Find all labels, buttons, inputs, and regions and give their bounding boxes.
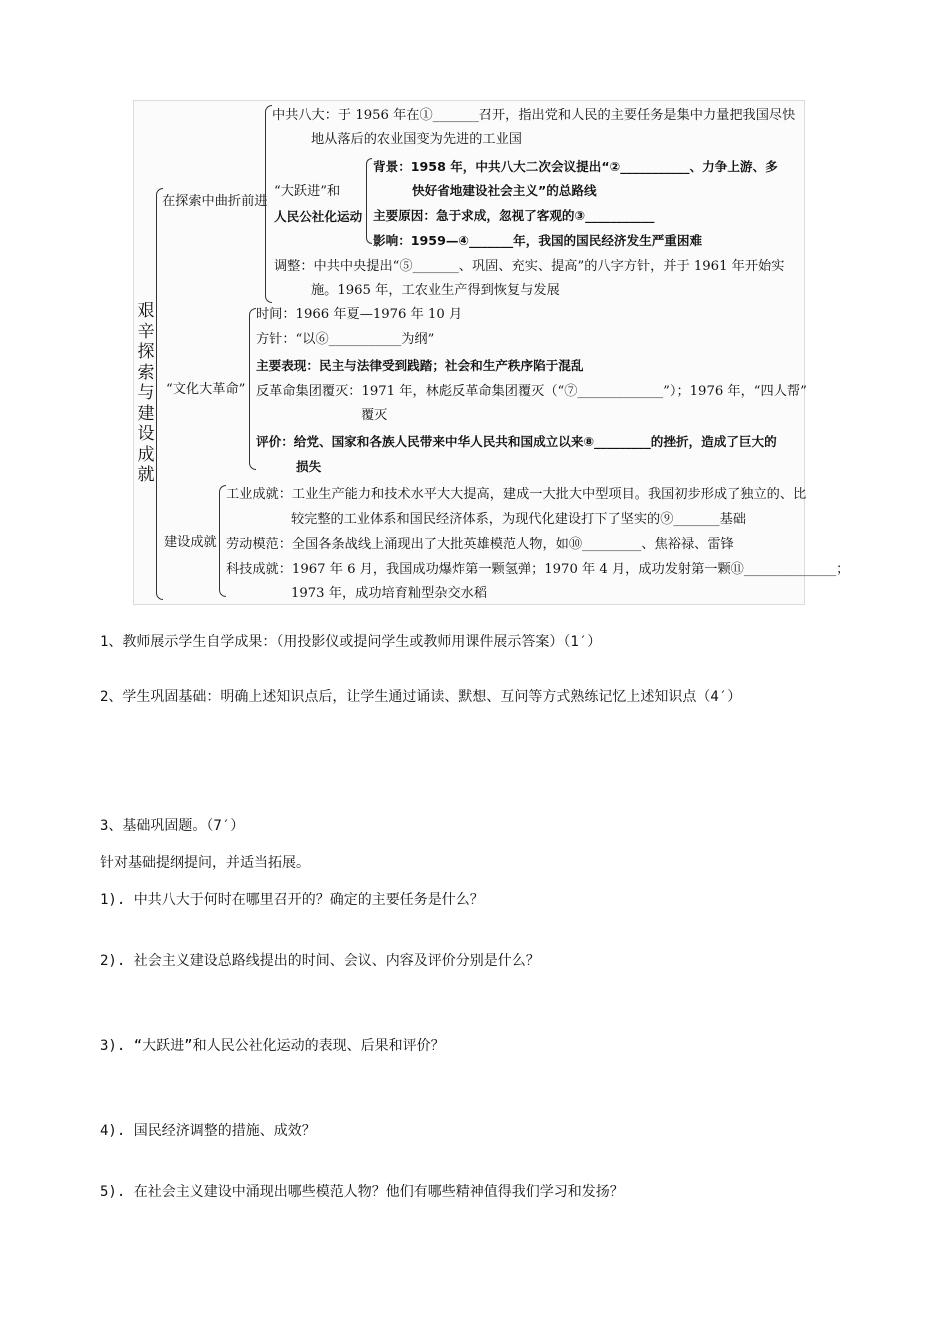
- main-bracket: [156, 188, 163, 600]
- outline-title: 艰辛探索与建设成就: [137, 301, 155, 485]
- step-2: 2、学生巩固基础：明确上述知识点后，让学生通过诵读、默想、互问等方式熟练记忆上述知识点（4′）: [100, 689, 742, 705]
- step-3: 3、基础巩固题。（7′）: [100, 818, 245, 834]
- background-line1: 背景：1958 年，中共八大二次会议提出“②___________、力争上游、多: [373, 159, 778, 174]
- cr-performance: 主要表现：民主与法律受到践踏；社会和生产秩序陷于混乱: [256, 358, 584, 373]
- adjustment-line2: 施。1965 年，工农业生产得到恢复与发展: [311, 283, 560, 298]
- eighth-congress-line2: 地从落后的农业国变为先进的工业国: [311, 132, 522, 147]
- cr-policy: 方针：“以⑥___________为纲”: [256, 332, 435, 347]
- main-reason: 主要原因：急于求成，忽视了客观的③___________: [373, 208, 655, 223]
- cr-counter-revolution-line1: 反革命集团覆灭：1971 年，林彪反革命集团覆灭（“⑦_____________”）；1976 年，“四人帮”: [256, 384, 807, 399]
- section3-bracket: [219, 485, 226, 597]
- section2-bracket: [249, 308, 256, 470]
- great-leap-bracket: [366, 158, 372, 244]
- question-5: 5). 在社会主义建设中涌现出哪些模范人物？他们有哪些精神值得我们学习和发扬？: [100, 1184, 624, 1200]
- section-label-achievements: 建设成就: [164, 535, 217, 550]
- knowledge-outline-diagram: [133, 100, 850, 605]
- impact: 影响：1959—④_______年，我国的国民经济发生严重困难: [373, 233, 703, 248]
- great-leap-label-1: “大跃进”和: [274, 184, 341, 199]
- section-label-exploration: 在探索中曲折前进: [162, 194, 268, 209]
- great-leap-label-2: 人民公社化运动: [274, 209, 363, 224]
- section1-bracket: [265, 105, 272, 303]
- step-3-note: 针对基础提纲提问，并适当拓展。: [100, 855, 310, 871]
- cr-evaluation-line1: 评价：给党、国家和各族人民带来中华人民共和国成立以来⑧_________的挫折，造成了巨大的: [256, 434, 777, 449]
- eighth-congress-line1: 中共八大：于 1956 年在①_______召开，指出党和人民的主要任务是集中力量把我国尽快: [272, 108, 796, 123]
- background-line2: 快好省地建设社会主义”的总路线: [412, 183, 597, 198]
- adjustment-line1: 调整：中共中央提出“⑤_______、巩固、充实、提高”的八字方针，并于 1961 年开始实: [274, 259, 785, 274]
- question-2: 2). 社会主义建设总路线提出的时间、会议、内容及评价分别是什么？: [100, 953, 540, 969]
- question-3: 3). “大跃进”和人民公社化运动的表现、后果和评价？: [100, 1038, 445, 1054]
- cr-counter-revolution-line2: 覆灭: [361, 408, 388, 423]
- question-1: 1). 中共八大于何时在哪里召开的？确定的主要任务是什么？: [100, 892, 484, 908]
- labor-models: 劳动模范：全国各条战线上涌现出了大批英雄模范人物，如⑩_________、焦裕禄、雷锋: [226, 537, 734, 552]
- industry-line2: 较完整的工业体系和国民经济体系，为现代化建设打下了坚实的⑨_______基础: [291, 512, 746, 527]
- section-label-cultural-revolution: “文化大革命”: [166, 382, 246, 397]
- science-line2: 1973 年，成功培育籼型杂交水稻: [291, 586, 488, 601]
- science-line1: 科技成就：1967 年 6 月，我国成功爆炸第一颗氢弹；1970 年 4 月，成功发射第一颗⑪______________；: [226, 562, 850, 577]
- cr-time: 时间：1966 年夏—1976 年 10 月: [256, 307, 463, 322]
- question-4: 4). 国民经济调整的措施、成效？: [100, 1123, 316, 1139]
- cr-evaluation-line2: 损失: [296, 459, 322, 474]
- industry-line1: 工业成就：工业生产能力和技术水平大大提高，建成一大批大中型项目。我国初步形成了独立的、比: [226, 487, 807, 502]
- step-1: 1、教师展示学生自学成果：（用投影仪或提问学生或教师用课件展示答案）（1′）: [100, 634, 602, 650]
